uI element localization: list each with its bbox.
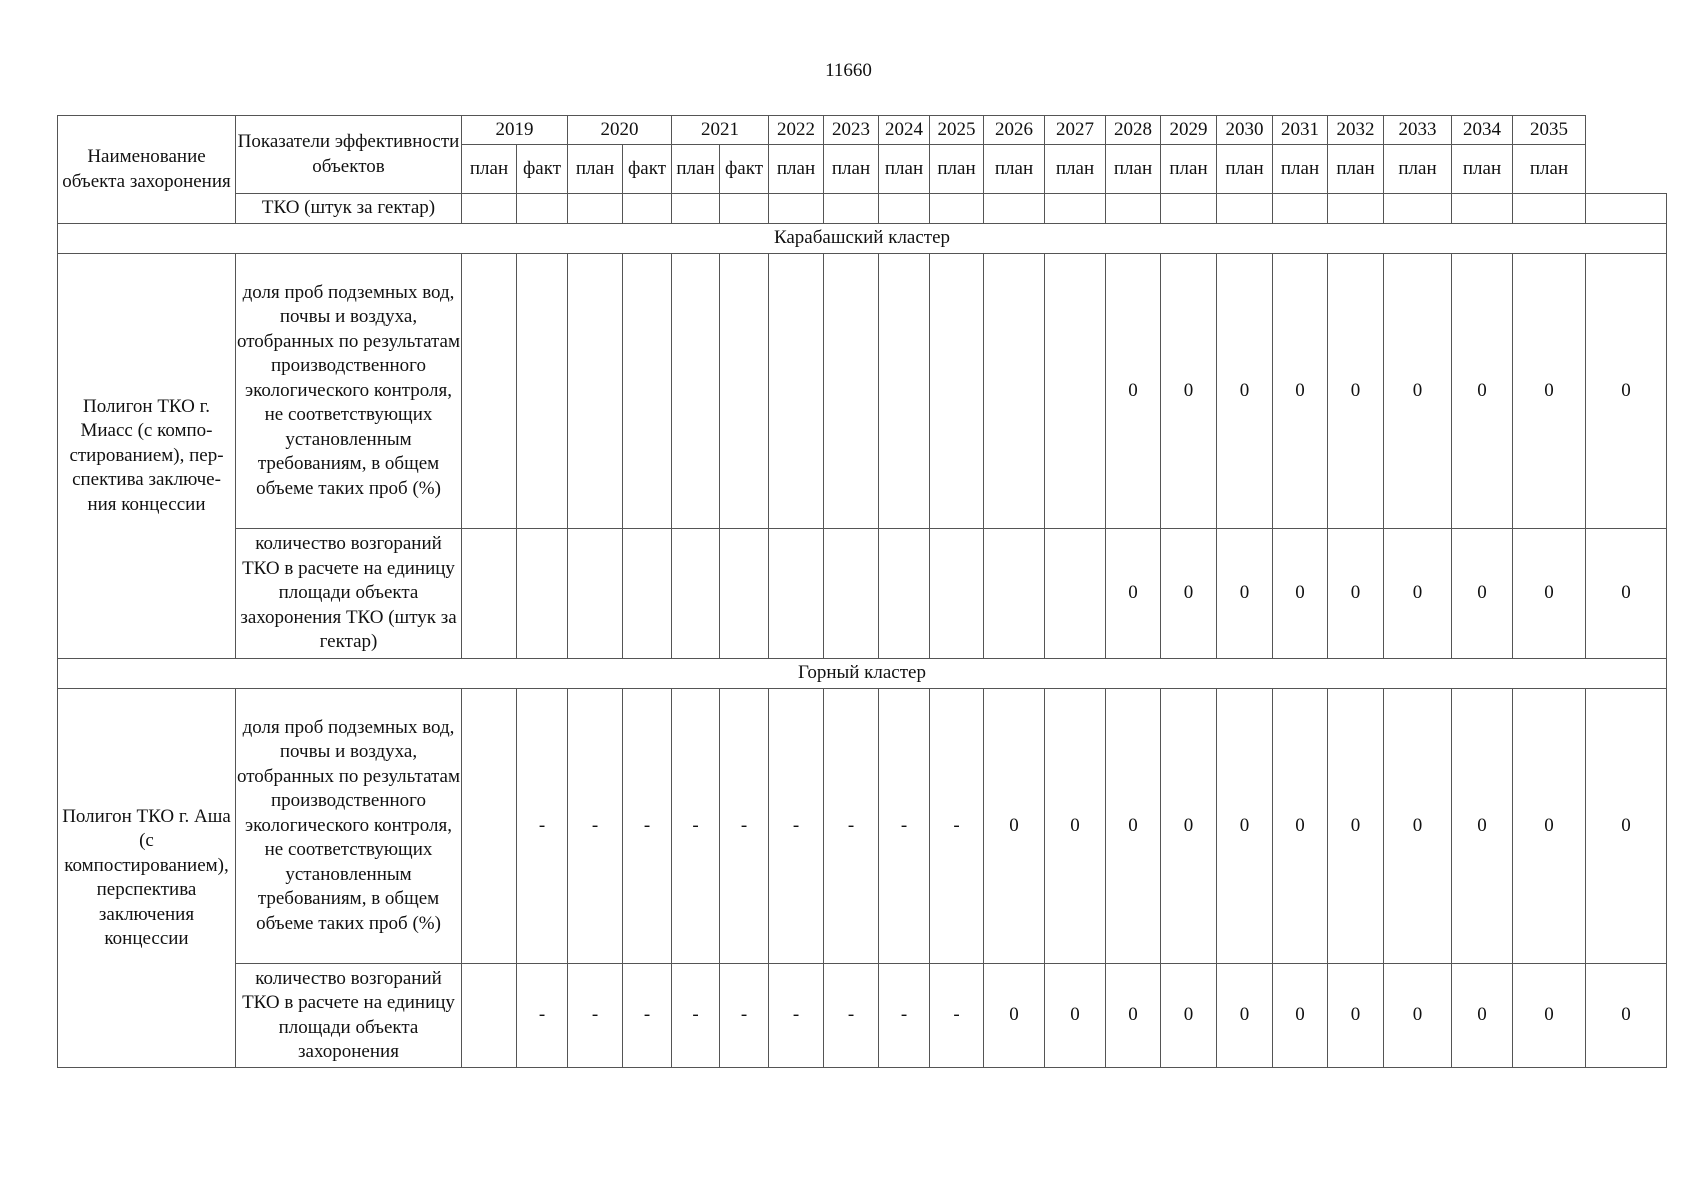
year-header-2025: 2025 (930, 116, 984, 145)
year-header-2033: 2033 (1384, 116, 1452, 145)
value-cell: 0 (1045, 964, 1106, 1068)
value-cell: 0 (1217, 689, 1273, 964)
year-header-2023: 2023 (824, 116, 879, 145)
value-cell: 0 (1384, 689, 1452, 964)
performance-indicators-table (57, 115, 1667, 1068)
value-cell: 0 (1161, 964, 1217, 1068)
empty-cell (623, 194, 672, 224)
value-cell: - (568, 689, 623, 964)
value-cell (623, 254, 672, 529)
value-cell: - (720, 964, 769, 1068)
indicator-name: доля проб подземных вод, почвы и воздуха, отобранных по результатам производственного экологического контроля, не соответствующих установленным требованиям, в общем объеме таких проб (%) (236, 689, 462, 964)
value-cell: - (879, 964, 930, 1068)
value-cell: 0 (1161, 254, 1217, 529)
value-cell: 0 (1106, 964, 1161, 1068)
empty-cell (1217, 194, 1273, 224)
empty-cell (824, 194, 879, 224)
year-header-2028: 2028 (1106, 116, 1161, 145)
year-header-2019: 2019 (462, 116, 568, 145)
value-cell: - (517, 689, 568, 964)
value-cell: 0 (1273, 254, 1328, 529)
year-header-2034: 2034 (1452, 116, 1513, 145)
value-cell (672, 254, 720, 529)
value-cell: - (623, 964, 672, 1068)
value-cell (879, 254, 930, 529)
carryover-row (58, 194, 1667, 224)
object-name: Полигон ТКО г. Аша (с компостированием), перспектива заключения концессии (58, 689, 236, 1068)
indicator-name: количество возгораний ТКО в расчете на единицу площади объекта захоронения (236, 964, 462, 1068)
value-cell: 0 (1106, 529, 1161, 659)
empty-cell (1045, 194, 1106, 224)
value-cell: 0 (1217, 529, 1273, 659)
empty-cell (517, 254, 568, 529)
carryover-indicator: ТКО (штук за гектар) (236, 194, 462, 224)
subheader-cell: план (1384, 145, 1452, 194)
empty-cell (462, 529, 517, 659)
cluster-name: Горный кластер (58, 659, 1667, 689)
data-row (58, 529, 1667, 659)
value-cell (824, 529, 879, 659)
subheader-cell: план (984, 145, 1045, 194)
subheader-cell: план (1045, 145, 1106, 194)
value-cell: - (769, 689, 824, 964)
empty-cell (1273, 194, 1328, 224)
value-cell (720, 529, 769, 659)
value-cell (623, 529, 672, 659)
value-cell (984, 529, 1045, 659)
value-cell (720, 254, 769, 529)
value-cell: 0 (1586, 689, 1667, 964)
value-cell: 0 (1045, 689, 1106, 964)
value-cell (672, 529, 720, 659)
subheader-cell: план (824, 145, 879, 194)
data-row (58, 254, 1667, 529)
value-cell (769, 254, 824, 529)
value-cell: 0 (1384, 254, 1452, 529)
value-cell: 0 (1106, 689, 1161, 964)
header-indicators: Показатели эффективности объектов (236, 116, 462, 194)
value-cell: 0 (1106, 254, 1161, 529)
cluster-name: Карабашский кластер (58, 224, 1667, 254)
value-cell: 0 (1161, 689, 1217, 964)
empty-cell (1106, 194, 1161, 224)
subheader-cell: факт (517, 145, 568, 194)
value-cell: 0 (1586, 964, 1667, 1068)
empty-cell (1513, 194, 1586, 224)
value-cell: 0 (984, 689, 1045, 964)
empty-cell (1452, 194, 1513, 224)
page-number: 11660 (825, 60, 872, 81)
value-cell: - (517, 964, 568, 1068)
empty-cell (568, 194, 623, 224)
subheader-cell: план (672, 145, 720, 194)
object-name: Полигон ТКО г. Миасс (с компо-стированием), пер-спектива заключе-ния концессии (58, 254, 236, 659)
empty-cell (462, 689, 517, 964)
value-cell: - (672, 964, 720, 1068)
empty-cell (984, 194, 1045, 224)
value-cell: 0 (1217, 254, 1273, 529)
value-cell: 0 (1513, 964, 1586, 1068)
indicator-name: доля проб подземных вод, почвы и воздуха, отобранных по результатам производственного экологического контроля, не соответствующих установленным требованиям, в общем объеме таких проб (%) (236, 254, 462, 529)
header-row-years (58, 116, 1667, 145)
value-cell: 0 (1452, 689, 1513, 964)
value-cell: 0 (1328, 254, 1384, 529)
value-cell: - (824, 964, 879, 1068)
value-cell: 0 (984, 964, 1045, 1068)
value-cell: 0 (1384, 964, 1452, 1068)
empty-cell (879, 194, 930, 224)
value-cell: 0 (1217, 964, 1273, 1068)
subheader-cell: план (1452, 145, 1513, 194)
subheader-cell: план (1161, 145, 1217, 194)
value-cell: 0 (1452, 254, 1513, 529)
value-cell (930, 529, 984, 659)
empty-cell (462, 194, 517, 224)
value-cell: 0 (1384, 529, 1452, 659)
value-cell: 0 (1273, 529, 1328, 659)
year-header-2029: 2029 (1161, 116, 1217, 145)
value-cell (1045, 254, 1106, 529)
value-cell: 0 (1586, 529, 1667, 659)
year-header-2021: 2021 (672, 116, 769, 145)
subheader-cell: план (930, 145, 984, 194)
data-row (58, 689, 1667, 964)
subheader-cell: план (1273, 145, 1328, 194)
value-cell (568, 529, 623, 659)
year-header-2020: 2020 (568, 116, 672, 145)
subheader-cell: план (1217, 145, 1273, 194)
value-cell: - (824, 689, 879, 964)
value-cell: - (930, 689, 984, 964)
subheader-cell: факт (623, 145, 672, 194)
year-header-2026: 2026 (984, 116, 1045, 145)
empty-cell (517, 529, 568, 659)
value-cell: - (672, 689, 720, 964)
empty-cell (462, 964, 517, 1068)
year-header-2022: 2022 (769, 116, 824, 145)
value-cell: 0 (1273, 964, 1328, 1068)
value-cell: - (568, 964, 623, 1068)
value-cell (769, 529, 824, 659)
value-cell (568, 254, 623, 529)
empty-cell (720, 194, 769, 224)
value-cell: 0 (1161, 529, 1217, 659)
value-cell: 0 (1513, 689, 1586, 964)
value-cell: 0 (1328, 964, 1384, 1068)
year-header-2024: 2024 (879, 116, 930, 145)
year-header-2031: 2031 (1273, 116, 1328, 145)
empty-cell (672, 194, 720, 224)
value-cell: 0 (1513, 254, 1586, 529)
value-cell (930, 254, 984, 529)
empty-cell (1328, 194, 1384, 224)
value-cell: 0 (1328, 529, 1384, 659)
year-header-2027: 2027 (1045, 116, 1106, 145)
value-cell: - (769, 964, 824, 1068)
empty-cell (930, 194, 984, 224)
data-row (58, 964, 1667, 1068)
value-cell: 0 (1513, 529, 1586, 659)
value-cell (1045, 529, 1106, 659)
subheader-cell: план (568, 145, 623, 194)
subheader-cell: план (1328, 145, 1384, 194)
value-cell: - (720, 689, 769, 964)
value-cell: 0 (1452, 529, 1513, 659)
empty-cell (517, 194, 568, 224)
subheader-cell: план (1513, 145, 1586, 194)
value-cell: 0 (1452, 964, 1513, 1068)
year-header-2035: 2035 (1513, 116, 1586, 145)
value-cell: 0 (1273, 689, 1328, 964)
year-header-2030: 2030 (1217, 116, 1273, 145)
subheader-cell: план (769, 145, 824, 194)
empty-cell (1161, 194, 1217, 224)
value-cell: - (930, 964, 984, 1068)
cluster-row (58, 659, 1667, 689)
cluster-row (58, 224, 1667, 254)
subheader-cell: план (462, 145, 517, 194)
empty-cell (462, 254, 517, 529)
value-cell: - (623, 689, 672, 964)
subheader-cell: план (879, 145, 930, 194)
empty-cell (1384, 194, 1452, 224)
value-cell (984, 254, 1045, 529)
subheader-cell: факт (720, 145, 769, 194)
indicator-name: количество возгораний ТКО в расчете на единицу площади объекта захоронения ТКО (штук за гектар) (236, 529, 462, 659)
value-cell: 0 (1328, 689, 1384, 964)
year-header-2032: 2032 (1328, 116, 1384, 145)
value-cell: 0 (1586, 254, 1667, 529)
value-cell (824, 254, 879, 529)
value-cell: - (879, 689, 930, 964)
value-cell (879, 529, 930, 659)
empty-cell (769, 194, 824, 224)
subheader-cell: план (1106, 145, 1161, 194)
header-object-name: Наименование объекта захоронения (58, 116, 236, 224)
empty-cell (1586, 194, 1667, 224)
